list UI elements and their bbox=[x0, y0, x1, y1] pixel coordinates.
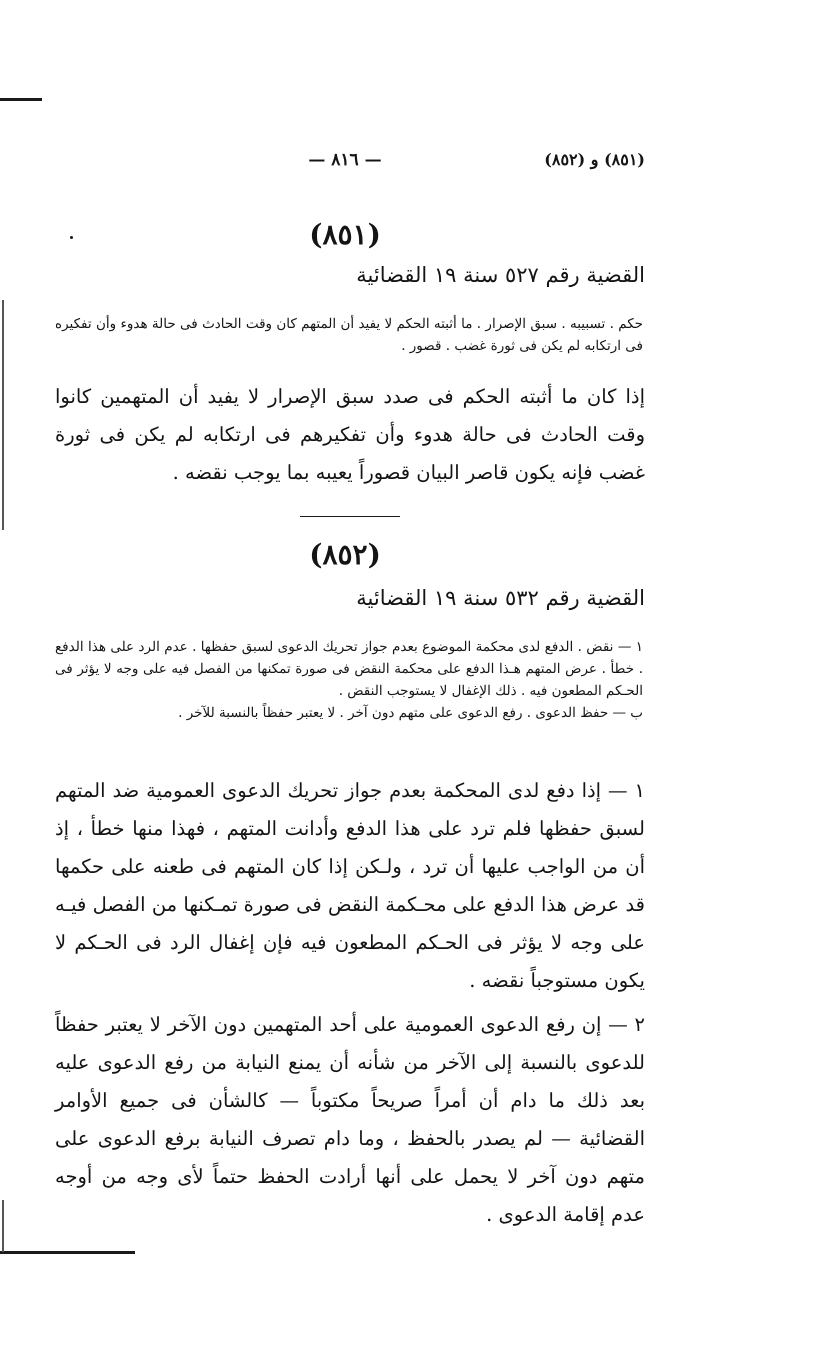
case-reference: القضية رقم ٥٣٢ سنة ١٩ القضائية bbox=[356, 586, 645, 610]
body-paragraph: ١ — إذا دفع لدى المحكمة بعدم جواز تحريك الدعوى العمومية ضد المتهم لسبق حفظها فلم ترد على هذا الدفع وأدانت المتهم ، فهذا منها خطأ ، إذ أن من الواجب عليها أن ترد ، ولـكن إذا كان المتهم فى طعنه على حكمها قد عرض هذا الدفع على محـكمة النقض فى صورة تمـكنها من الفصل فيـه على وجه لا يؤثر فى الحـكم المطعون فيه فإن إغفال الرد فى الحـكم لا يكون مستوجباً نقضه . bbox=[55, 779, 645, 992]
body-paragraph: ٢ — إن رفع الدعوى العمومية على أحد المتهمين دون الآخر لا يعتبر حفظاً للدعوى بالنسبة إلى الآخر من شأنه أن يمنع النيابة من رفع الدعوى عليه بعد ذلك ما دام أن أمراً صريحاً مكتوباً — كالشأن فى جميع الأوامر القضائية — لم يصدر بالحفظ ، وما دام تصرف النيابة برفع الدعوى على متهم دون آخر لا يحمل على أنها أرادت الحفظ حتماً لأى وجه من أوجه عدم إقامة الدعوى . bbox=[55, 1013, 645, 1226]
case-reference: القضية رقم ٥٢٧ سنة ١٩ القضائية bbox=[356, 263, 645, 287]
case-summary bbox=[55, 636, 643, 724]
case-body bbox=[55, 378, 645, 492]
page-number: — ٨١٦ — bbox=[308, 150, 382, 170]
binding-mark-bottom bbox=[0, 1251, 135, 1254]
binding-edge-bottom bbox=[2, 1200, 4, 1252]
summary-text: حكم . تسبيبه . سبق الإصرار . ما أثبته الحكم لا يفيد أن المتهم كان وقت الحادث فى حالة هدوء وأن تفكيره فى ارتكابه لم يكن فى ثورة غضب . قصور . bbox=[55, 316, 643, 354]
binding-mark-top bbox=[0, 98, 42, 101]
case-summary bbox=[55, 313, 643, 357]
section-divider bbox=[300, 516, 400, 517]
case-body bbox=[55, 772, 645, 1234]
body-paragraph: إذا كان ما أثبته الحكم فى صدد سبق الإصرار لا يفيد أن المتهمين كانوا وقت الحادث فى حالة هدوء وأن تفكيرهم فى ارتكابه لم يكن فى ثورة غضب فإنه يكون قاصر البيان قصوراً يعيبه بما يوجب نقضه . bbox=[55, 385, 645, 484]
binding-edge-left bbox=[2, 300, 4, 530]
case-number: (٨٥١) bbox=[309, 218, 381, 251]
header-case-range: (٨٥١) و (٨٥٢) bbox=[544, 150, 645, 169]
case-number: (٨٥٢) bbox=[309, 538, 381, 571]
summary-item: ١ — نقض . الدفع لدى محكمة الموضوع بعدم جواز تحريك الدعوى لسبق حفظها . عدم الرد على هذا الدفع . خطأ . عرض المتهم هـذا الدفع على محكمة النقض فى صورة تمكنها من الفصل فيه على وجه لا يؤثر فى الحـكم المطعون فيه . ذلك الإغفال لا يستوجب النقض . bbox=[55, 639, 643, 699]
stray-mark bbox=[70, 236, 73, 239]
summary-item: ب — حفظ الدعوى . رفع الدعوى على متهم دون آخر . لا يعتبر حفظاً بالنسبة للآخر . bbox=[178, 705, 643, 721]
